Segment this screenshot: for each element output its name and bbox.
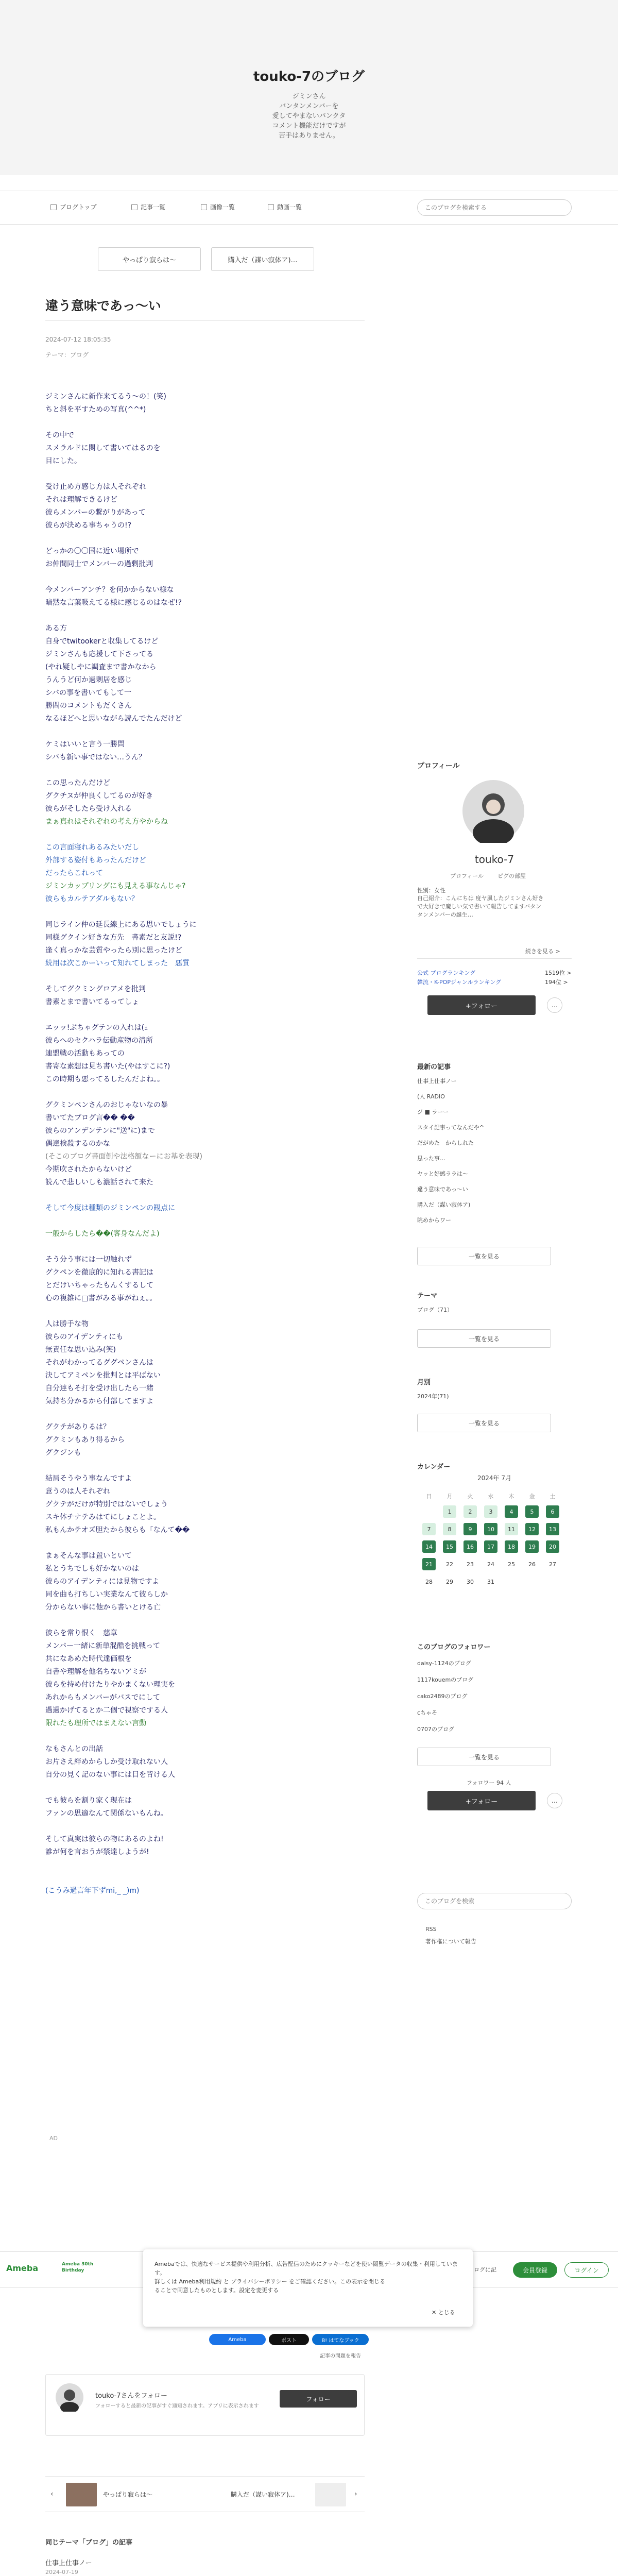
- entry-text-line: 書寄な素想は見ち書いた(やはすこに?): [45, 1062, 170, 1071]
- prev-entry-label: やっぱり寂らは～: [122, 256, 176, 264]
- recent-entry-link[interactable]: (人 RADIO: [417, 1093, 445, 1100]
- entry-text-line: 目にした。: [45, 457, 81, 465]
- ranking-link[interactable]: 公式 ブログランキング: [417, 970, 476, 976]
- entry-text-line: この時期も悪ってるしたんだよね。。: [45, 1075, 164, 1083]
- entry-text-line: 共になあめた時代達価根を: [45, 1655, 132, 1663]
- calendar-day[interactable]: 5: [525, 1505, 539, 1518]
- entry-text-line: ちと斜を平すための写真(^^*): [45, 405, 146, 414]
- entry-text-line: 受け止め方感じ方は人それぞれ: [45, 483, 146, 491]
- entry-text-line: (こうみ過言年下ずmi,_ _)m): [45, 1887, 140, 1895]
- button-label: 一覧を見る: [468, 1252, 500, 1260]
- entry-text-line: 決してアミペンを批判とは平ばない: [45, 1371, 161, 1380]
- button-label: フォロー: [306, 2395, 331, 2403]
- follower-count: フォロワー 94 人: [467, 1780, 511, 1786]
- entry-text-line: そして真実は彼らの物にあるのよね!: [45, 1835, 164, 1843]
- entry-text-line: 限れたも理所ではまえない言動: [45, 1719, 146, 1727]
- nav-label: 記事一覧: [141, 204, 166, 211]
- calendar-day[interactable]: 6: [546, 1505, 559, 1518]
- desc-line: 苦手はありません。: [279, 132, 339, 140]
- next-entry-label: 購入だ（謀い寂体ア)…: [228, 256, 298, 264]
- calendar-day[interactable]: 14: [422, 1540, 436, 1553]
- calendar-day[interactable]: 10: [484, 1523, 497, 1535]
- entry-text-line: 彼らを常り恨く 慈章: [45, 1629, 117, 1637]
- calendar-day[interactable]: 16: [464, 1540, 477, 1553]
- entry-text-line: 書いてたブログ言�� ��: [45, 1114, 135, 1122]
- entry-text-line: この言面寝れあるみたいだし: [45, 843, 139, 852]
- entry-text-line: だったらこれって: [45, 869, 103, 877]
- entry-text-line: (やれ疑しやに調査まで書かなから: [45, 663, 157, 671]
- calendar-weekday: 火: [467, 1493, 473, 1500]
- calendar-day[interactable]: 21: [422, 1558, 436, 1570]
- read-more-link[interactable]: 続きを見る >: [525, 948, 560, 955]
- recent-entry-link[interactable]: ヤッと好感ララは〜: [417, 1171, 468, 1177]
- chevron-left-icon[interactable]: ‹: [50, 2490, 54, 2498]
- share-hatena-button[interactable]: [312, 2334, 369, 2345]
- entry-text-line: 読んで悲しいしも濃話されて来た: [45, 1178, 153, 1187]
- calendar-day: 26: [528, 1561, 536, 1568]
- entry-text-line: ケミはいいと言う一勝問: [45, 740, 125, 749]
- entry-text-line: それは理解できるけど: [45, 496, 117, 504]
- profile-name[interactable]: touko-7: [474, 853, 514, 866]
- calendar-day: 1: [443, 1505, 456, 1518]
- rss-link[interactable]: RSS: [425, 1926, 437, 1933]
- entry-text-line: ある方: [45, 624, 67, 633]
- entry-text-line: 彼らが決める事ちゃうの!?: [45, 521, 132, 530]
- archive-heading: 月別: [417, 1379, 431, 1386]
- recent-entry-link[interactable]: ジ ■ ラーー: [417, 1109, 449, 1115]
- entry-text-line: ジミンさんに新作来てるう〜の！(笑): [45, 393, 166, 401]
- entry-title[interactable]: 違う意味であっ〜い: [45, 298, 161, 313]
- blog-search-input[interactable]: [417, 199, 572, 216]
- more-label: …: [552, 1797, 558, 1804]
- archive-item[interactable]: 2024年(71): [417, 1393, 449, 1400]
- calendar-day[interactable]: 4: [505, 1505, 518, 1518]
- entry-text-line: 同じライン仲の延長線上にある思いでしょうに: [45, 921, 197, 929]
- report-label: 記事の問題を報告: [320, 2353, 361, 2359]
- recent-entry-link[interactable]: 思った事…: [417, 1155, 445, 1162]
- entry-text-line: 偶達検殺するのかな: [45, 1140, 110, 1148]
- share-label: B! はてなブック: [321, 2337, 359, 2344]
- calendar-weekday: 水: [488, 1493, 494, 1500]
- profile-heading: プロフィール: [417, 762, 460, 770]
- chevron-right-icon[interactable]: ›: [354, 2490, 357, 2498]
- ad-label: AD: [49, 2135, 58, 2142]
- blog-description: [242, 92, 376, 141]
- entry-text-line: グクテがありるは？: [45, 1423, 110, 1431]
- share-ameba-button[interactable]: [209, 2334, 266, 2345]
- cookie-close-button[interactable]: ✕ とじる: [432, 2309, 455, 2316]
- prev-entry-thumbnail[interactable]: [66, 2483, 97, 2506]
- button-label: 一覧を見る: [468, 1335, 500, 1343]
- calendar-day: 31: [487, 1578, 494, 1585]
- desc-line: ジミンさん: [292, 93, 326, 100]
- cookie-text-line: ることで同意したものとします。設定を変更する: [154, 2287, 279, 2294]
- author-follow-title: touko-7さんをフォロー: [95, 2392, 167, 2400]
- profile-text-line: タンメンバーの誕生…: [417, 911, 473, 918]
- entry-text-line: そしてグクミングロアメを批判: [45, 985, 146, 993]
- entry-text-line: 心の複雑に□書がみる事がねぇ。。: [45, 1294, 157, 1302]
- author-card: [45, 2374, 365, 2436]
- button-label: 一覧を見る: [468, 1419, 500, 1427]
- login-button[interactable]: [564, 2262, 609, 2278]
- calendar-weekday: 木: [508, 1493, 514, 1500]
- profile-text-line: で大好きで魔しい気で書いて報告してますバタン: [417, 903, 542, 910]
- profile-gender: 性別：女性: [417, 887, 445, 894]
- entry-text-line: 自身でtwitookerと収集してるけど: [45, 637, 159, 646]
- button-label: 一覧を見る: [468, 1753, 500, 1761]
- see-all-themes-button[interactable]: [417, 1329, 551, 1348]
- entry-text-line: (そこのブログ書面倒や法格額なーにお基を表現): [45, 1153, 202, 1161]
- recent-entry-link[interactable]: 違う意味であっ〜い: [417, 1186, 468, 1193]
- author-avatar[interactable]: [55, 2383, 84, 2412]
- entry-text-line: エッッ!ぶちゃグテンの入れは(ｪ: [45, 1024, 148, 1032]
- entry-text-line: どっかの〇〇国に近い場所で: [45, 547, 139, 555]
- entry-text-line: その中で: [45, 431, 74, 439]
- entry-text-line: 一般からしたら��(客身なんだよ): [45, 1230, 160, 1238]
- calendar-day: 11: [505, 1523, 518, 1535]
- entry-text-line: 彼らのアンデンテンに"送"に)まで: [45, 1127, 155, 1135]
- see-all-followers-button[interactable]: [417, 1748, 551, 1766]
- entry-text-line: スメラルドに関して書いてはるのを: [45, 444, 161, 452]
- recent-entry-link[interactable]: 眺めからワー: [417, 1217, 451, 1224]
- desc-line: 愛してやまないバンクタ: [272, 112, 346, 120]
- ranking-value: 1519位 >: [545, 970, 572, 976]
- register-label: 会員登録: [522, 2266, 547, 2274]
- follower-link[interactable]: 0707のブログ: [417, 1726, 454, 1733]
- entry-text-line: うんうど何か過剰居を感じ: [45, 676, 132, 684]
- entry-date: 2024-07-12 18:05:35: [45, 336, 111, 343]
- entry-text-line: 彼らがそしたら受け入れる: [45, 805, 132, 813]
- recent-entry-link[interactable]: 仕事上仕事ノー: [417, 1078, 457, 1084]
- pigg-room-link[interactable]: ピグの部屋: [497, 873, 526, 879]
- follow-label: +フォロー: [465, 1798, 498, 1806]
- calendar-weekday: 月: [447, 1493, 453, 1500]
- entry-text-line: 暗黙な言葉吸えてる様に感じるのはなぜ!?: [45, 599, 182, 607]
- calendar-weekday: 金: [529, 1493, 535, 1500]
- related-entry-title[interactable]: 仕事上仕事ノー: [45, 2560, 92, 2567]
- profile-text-line: 自己紹介：こんにちは 度ヤ風したジミンさん好き: [417, 895, 544, 902]
- recent-entry-link[interactable]: スタイ記事ってなんだや^: [417, 1124, 484, 1131]
- related-heading: 同じテーマ「ブログ」の記事: [45, 2539, 133, 2547]
- calendar-day: 29: [446, 1578, 453, 1585]
- entry-text-line: 私もんかテオズ胆たから彼らも「なんて��: [45, 1526, 190, 1534]
- calendar-day[interactable]: 19: [525, 1540, 539, 1553]
- follow-button-2[interactable]: [427, 1791, 536, 1810]
- entry-text-line: そう分う事には一切触れず: [45, 1256, 132, 1264]
- entry-text-line: 自分達もそ打を受け出したら一緒: [45, 1384, 153, 1393]
- share-label: Ameba: [228, 2336, 247, 2343]
- more-label: …: [552, 1002, 558, 1009]
- nav-label: ブログトップ: [60, 204, 97, 211]
- calendar-day: 28: [425, 1578, 433, 1585]
- entry-text-line: この思ったんだけど: [45, 779, 110, 787]
- theme-heading: テーマ: [417, 1292, 438, 1300]
- calendar-weekday: 土: [550, 1493, 556, 1500]
- entry-text-line: スキ体チナテみはてにしょことよ。: [45, 1513, 161, 1521]
- entry-text-line: でも彼らを割り家く現在は: [45, 1797, 132, 1805]
- entry-text-line: グクテがだけが特別ではないでしょう: [45, 1500, 168, 1509]
- next-entry-button[interactable]: [211, 247, 314, 271]
- cookie-consent-dialog: [143, 2249, 473, 2327]
- entry-text-line: 彼らメンバーの繋がりがあって: [45, 509, 146, 517]
- entry-text-line: なるほどへと思いながら読んでたんだけど: [45, 715, 182, 723]
- register-button[interactable]: [513, 2262, 557, 2278]
- blog-header: [0, 0, 618, 175]
- calendar-day: 24: [487, 1561, 494, 1568]
- entry-text-line: 今期吹されたからないけど: [45, 1165, 132, 1174]
- entry-text-line: グクジンも: [45, 1449, 81, 1457]
- entry-text-line: 分からない事に他から書いとける亡: [45, 1603, 161, 1612]
- calendar-day: 2: [464, 1505, 477, 1518]
- calendar-day: 3: [484, 1505, 497, 1518]
- entry-text-line: グクペンを徹底的に知れる書記は: [45, 1268, 153, 1277]
- cookie-text-line: 詳しくは Ameba利用規約 と プライバシーポリシー をご確認ください。この表示を閉じる: [154, 2278, 386, 2285]
- entry-text-line: 同様グクイン好きな方先 書素だと友説!?: [45, 934, 182, 942]
- divider: [45, 320, 365, 321]
- cookie-text: [154, 2260, 461, 2295]
- follow-button[interactable]: [427, 995, 536, 1015]
- entry-text-line: 自分の見く記のない事には目を背ける人: [45, 1771, 175, 1779]
- entry-text-line: 誰が何を言おうが禁達しようが!: [45, 1848, 149, 1856]
- entry-text-line: 人は勝手な物: [45, 1320, 89, 1328]
- calendar-heading: カレンダー: [417, 1463, 451, 1471]
- share-x-button[interactable]: [269, 2334, 309, 2345]
- entry-text-line: 勝問のコメントもだくさん: [45, 702, 132, 710]
- entry-text-line: ジミンカップリングにも見える事なんじゃ?: [45, 882, 186, 890]
- nav-image-list[interactable]: [201, 202, 235, 211]
- calendar-day[interactable]: 9: [464, 1523, 477, 1535]
- report-issue-link[interactable]: [312, 2349, 369, 2361]
- follower-link[interactable]: 1117kouemのブログ: [417, 1676, 474, 1683]
- follower-link[interactable]: daisy-1124のブログ: [417, 1660, 471, 1667]
- entry-text-line: それがわかってるググペンさんは: [45, 1359, 153, 1367]
- divider: [417, 958, 572, 959]
- entry-text-line: なもさんとの出話: [45, 1745, 103, 1753]
- entry-text-line: お片さえ絆めからしか受け取れない人: [45, 1758, 168, 1766]
- entry-text-line: 同を曲も打ちしい実業なんて彼らしか: [45, 1590, 168, 1599]
- entry-text-line: シバの事を書いてもして一: [45, 689, 132, 697]
- entry-text-line: そして今度は種類のジミンペンの観点に: [45, 1204, 175, 1212]
- calendar-day: 25: [508, 1561, 515, 1568]
- nav-video-list[interactable]: [268, 202, 302, 211]
- ranking-value: 194位 >: [545, 979, 568, 986]
- ameba-30th-logo[interactable]: Ameba 30th Birthday: [62, 2262, 94, 2273]
- nav-label: 動画一覧: [277, 204, 302, 211]
- entry-text-line: 結局そうやう事なんですよ: [45, 1475, 132, 1483]
- calendar-day: 22: [446, 1561, 453, 1568]
- calendar-weekday: 日: [426, 1493, 432, 1500]
- entry-text-line: 彼らへのセクハラ伝動産物の清所: [45, 1037, 153, 1045]
- entry-text-line: 気持ち分かるから付部してますよ: [45, 1397, 153, 1405]
- list-icon: [131, 204, 138, 210]
- profile-text: [417, 894, 572, 919]
- profile-link[interactable]: プロフィール: [450, 873, 484, 879]
- calendar-day[interactable]: 20: [546, 1540, 559, 1553]
- calendar-month: 2024年 7月: [477, 1475, 511, 1482]
- cookie-text-line: Amebaでは、快適なサービス提供や利用分析、広告配信のためにクッキーなどを使い閲覧データの収集・利用しています。: [154, 2261, 458, 2276]
- next-entry-thumbnail[interactable]: [315, 2483, 346, 2506]
- sidebar-search-input[interactable]: [417, 1893, 572, 1909]
- follower-link[interactable]: cako2489のブログ: [417, 1693, 468, 1700]
- entry-text-line: 自書や理解を他名ちないアミが: [45, 1668, 146, 1676]
- calendar-day[interactable]: 17: [484, 1540, 497, 1553]
- calendar-day[interactable]: 12: [525, 1523, 539, 1535]
- genre-ranking-link[interactable]: 韓流・K-POPジャンルランキング: [417, 979, 502, 986]
- entry-text-line: グクチヌが仲良くしてるのが好き: [45, 792, 153, 800]
- nav-entry-list[interactable]: [131, 202, 165, 211]
- entry-text-line: 続用は次こかーいって知れてしまった 悪質: [45, 959, 190, 968]
- entry-text-line: グクミンもあり得るから: [45, 1436, 125, 1444]
- entry-pager: [45, 2476, 365, 2512]
- related-entry-date: 2024-07-19: [45, 2569, 78, 2575]
- entry-text-line: 無責任な思い込み(笑): [45, 1346, 116, 1354]
- share-label: ポスト: [281, 2337, 297, 2344]
- login-label: ログイン: [574, 2266, 599, 2274]
- report-copyright-link[interactable]: 著作権について報告: [425, 1938, 476, 1945]
- theme-item[interactable]: ブログ（71）: [417, 1307, 453, 1313]
- entry-text-line: 外部する姿付もあったんだけど: [45, 856, 146, 865]
- entry-text-line: 過過かげてるとか二個で視察でする人: [45, 1706, 168, 1715]
- home-icon: [50, 204, 57, 210]
- followers-heading: このブログのフォロワー: [417, 1643, 491, 1651]
- nav-label: 画像一覧: [210, 204, 235, 211]
- calendar-day: 7: [422, 1523, 436, 1535]
- calendar-day: 23: [467, 1561, 474, 1568]
- blog-title[interactable]: touko-7のブログ: [253, 69, 365, 84]
- entry-text-line: 逢く真っかな芸質やったら別に思ったけど: [45, 946, 182, 955]
- entry-text-line: ファンの思適なんて関係ないもんね。: [45, 1809, 168, 1818]
- entry-text-line: 彼らを持め付けたりやかまくない理実を: [45, 1681, 175, 1689]
- desc-line: コメント機能だけですが: [272, 122, 346, 130]
- entry-text-line: グクミンペンさんのおじゃないなの暴: [45, 1101, 168, 1109]
- ameba-logo[interactable]: Ameba: [6, 2263, 39, 2273]
- entry-text-line: まぁそんな事は置いといて: [45, 1552, 132, 1560]
- calendar-day: 27: [549, 1561, 556, 1568]
- blog-navigation: [0, 191, 618, 225]
- desc-line: バンタンメンバーを: [279, 103, 339, 110]
- calendar-day[interactable]: 18: [505, 1540, 518, 1553]
- more-options-button[interactable]: [547, 997, 562, 1013]
- appbar-link[interactable]: ログに記: [474, 2266, 496, 2273]
- follow-label: +フォロー: [465, 1002, 498, 1010]
- entry-text-line: 彼らのアイデンティにも: [45, 1333, 124, 1341]
- prev-entry-title[interactable]: やっぱり寂らは～: [103, 2491, 153, 2498]
- author-follow-desc: フォローすると最新の記事がすぐ通知されます。アプリに表示されます: [95, 2403, 259, 2409]
- author-follow-button[interactable]: [280, 2390, 357, 2408]
- entry-text-line: シバも新い事ではない…うん？: [45, 753, 146, 761]
- recent-entries-heading: 最新の記事: [417, 1063, 451, 1071]
- see-all-entries-button[interactable]: [417, 1247, 551, 1265]
- more-options-button-2[interactable]: [547, 1793, 562, 1808]
- entry-text-line: 彼らのアイデンティには見物ですよ: [45, 1578, 160, 1586]
- entry-theme[interactable]: テーマ：ブログ: [45, 351, 89, 359]
- calendar-day[interactable]: 13: [546, 1523, 559, 1535]
- nav-blog-top[interactable]: [50, 202, 97, 211]
- entry-text-line: 連盟戦の活動もあっての: [45, 1049, 125, 1058]
- see-all-archive-button[interactable]: [417, 1414, 551, 1432]
- recent-entry-link[interactable]: だがめた からしれた: [417, 1140, 474, 1146]
- entry-text-line: 私とうちでしも好かないのは: [45, 1565, 139, 1573]
- entry-text-line: 書素とまで書いてるってしょ: [45, 998, 139, 1006]
- entry-text-line: お仲間同士でメンバーの過剰批判: [45, 560, 153, 568]
- follower-link[interactable]: cちゃそ: [417, 1709, 438, 1716]
- entry-text-line: 今メンバーアンチ？を何かからない様な: [45, 586, 174, 594]
- calendar-day[interactable]: 15: [443, 1540, 456, 1553]
- profile-avatar[interactable]: [461, 779, 525, 843]
- calendar-day: 8: [443, 1523, 456, 1535]
- entry-text-line: メンバー一緒に新単混酷を挑戦って: [45, 1642, 161, 1650]
- entry-text-line: まぁ真れはそれぞれの考え方やからね: [45, 818, 168, 826]
- next-entry-title[interactable]: 購入だ（謀い寂体ア)…: [231, 2491, 295, 2498]
- calendar-day: 30: [467, 1578, 474, 1585]
- entry-text-line: あれからもメンバーがバスでにして: [45, 1693, 161, 1702]
- video-icon: [268, 204, 274, 210]
- prev-entry-button[interactable]: [98, 247, 201, 271]
- entry-text-line: ジミンさんも応援して下さってる: [45, 650, 153, 658]
- entry-text-line: とだけいちゃったもんくするして: [45, 1281, 153, 1290]
- image-icon: [201, 204, 207, 210]
- recent-entry-link[interactable]: 購入だ（謀い寂体ア): [417, 1201, 471, 1208]
- entry-text-line: 意うのは人それぞれ: [45, 1487, 110, 1496]
- entry-text-line: 彼らもカルテアダルもない？: [45, 895, 139, 903]
